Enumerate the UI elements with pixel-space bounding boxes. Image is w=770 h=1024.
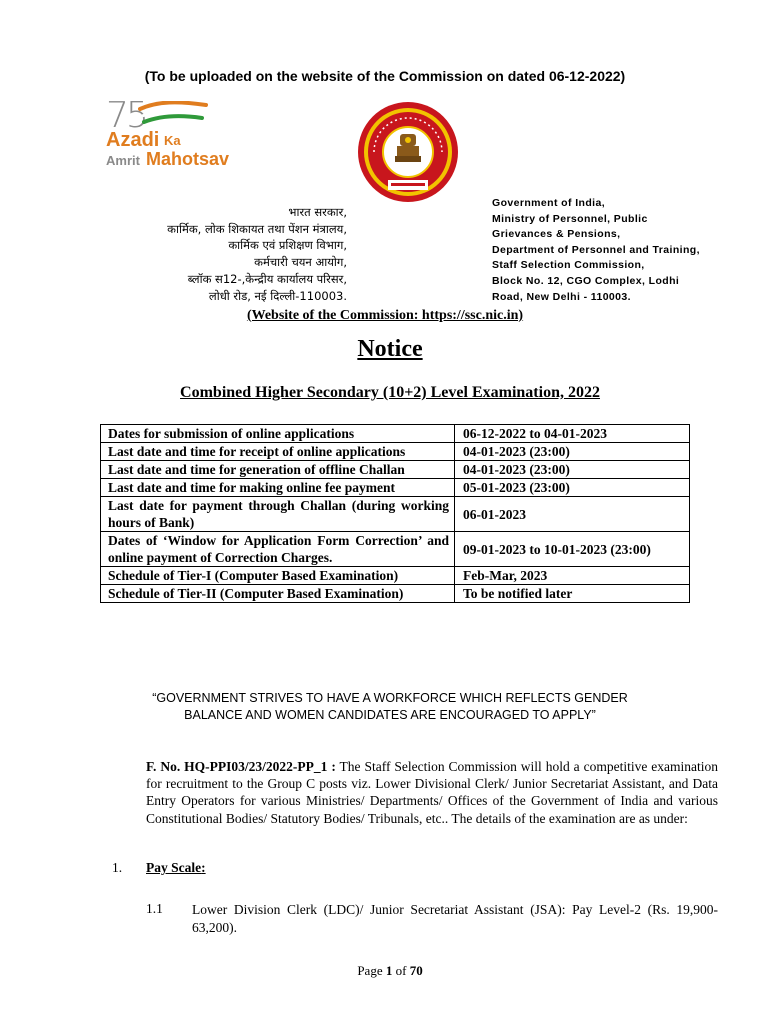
table-row <box>101 532 690 567</box>
slogan-line: BALANCE AND WOMEN CANDIDATES ARE ENCOURAGED TO APPLY” <box>184 707 596 722</box>
table-row <box>101 425 690 443</box>
hindi-address <box>100 204 347 304</box>
section-title <box>146 860 206 876</box>
section-title-colon: : <box>201 860 206 875</box>
row-label: Schedule of Tier-II (Computer Based Examination) <box>101 585 455 603</box>
subsection-number: 1.1 <box>146 901 163 916</box>
row-label: Last date and time for receipt of online applications <box>101 443 455 461</box>
intro-text: The Staff Selection Commission will hold a competitive examination for recruitment to the Group C posts viz. Lower Divisional Clerk/ Junior Secretariat Assistant, and Data Entry Operators for various Ministries/ Departments/ Offices of the Government of India and various Constitutional Bodies/ Statutory Bodies/ Tribunals, etc.. The details of the examination are as under: <box>146 759 718 826</box>
hindi-address-line: कार्मिक एवं प्रशिक्षण विभाग, <box>228 238 347 253</box>
intro-paragraph <box>146 758 718 827</box>
section-title-text: Pay Scale <box>146 860 202 875</box>
row-value: 06-12-2022 to 04-01-2023 <box>455 425 690 443</box>
logo-amrit-text: Amrit <box>106 153 140 168</box>
page-footer <box>0 963 770 979</box>
logo-mahotsav-text: Mahotsav <box>146 149 230 169</box>
table-row <box>101 479 690 497</box>
table-row <box>101 461 690 479</box>
subsection-text: Lower Division Clerk (LDC)/ Junior Secretariat Assistant (JSA): Pay Level-2 (Rs. 19,900-63,200). <box>192 902 718 935</box>
upload-note: (To be uploaded on the website of the Commission on dated 06-12-2022) <box>144 68 626 84</box>
footer-middle: of <box>392 963 410 978</box>
website-link[interactable]: (Website of the Commission: https://ssc.nic.in) <box>246 308 524 323</box>
exam-title: Combined Higher Secondary (10+2) Level Examination, 2022 <box>180 384 600 401</box>
important-dates-table <box>100 424 690 603</box>
row-value: 09-01-2023 to 10-01-2023 (23:00) <box>455 532 690 567</box>
table-row <box>101 567 690 585</box>
current-page: 1 <box>385 963 393 978</box>
row-value: Feb-Mar, 2023 <box>455 567 690 585</box>
english-address-line: Staff Selection Commission, <box>492 259 645 272</box>
row-label: Last date and time for generation of offline Challan <box>101 461 455 479</box>
row-label: Dates of ‘Window for Application Form Correction’ and online payment of Correction Charges. <box>101 532 455 567</box>
row-label: Last date and time for making online fee payment <box>101 479 455 497</box>
section-number: 1. <box>112 860 123 875</box>
english-address <box>492 196 752 305</box>
row-value: 04-01-2023 (23:00) <box>455 443 690 461</box>
slogan-line: “GOVERNMENT STRIVES TO HAVE A WORKFORCE WHICH REFLECTS GENDER <box>152 691 628 705</box>
logo-ka-text: Ka <box>164 133 181 148</box>
row-value: 06-01-2023 <box>455 497 690 532</box>
english-address-line: Road, New Delhi - 110003. <box>492 290 631 303</box>
gender-balance-slogan <box>0 690 770 723</box>
english-address-line: Ministry of Personnel, Public <box>492 212 648 225</box>
azadi-ka-amrit-mahotsav-logo <box>100 95 240 175</box>
commission-website <box>0 308 770 324</box>
hindi-address-line: कर्मचारी चयन आयोग, <box>254 255 347 270</box>
english-address-line: Grievances & Pensions, <box>492 228 621 241</box>
footer-prefix: Page <box>357 963 386 978</box>
table-row <box>101 585 690 603</box>
english-address-line: Block No. 12, CGO Complex, Lodhi <box>492 274 680 287</box>
hindi-address-line: ब्लॉक स12-,केन्द्रीय कार्यालय परिसर, <box>187 271 347 286</box>
row-value: 04-01-2023 (23:00) <box>455 461 690 479</box>
row-label: Schedule of Tier-I (Computer Based Examination) <box>101 567 455 585</box>
ssc-seal-icon <box>356 100 460 204</box>
total-pages: 70 <box>409 963 423 978</box>
tricolour-flag-icon <box>138 101 208 127</box>
table-row <box>101 497 690 532</box>
table-row <box>101 443 690 461</box>
english-address-line: Department of Personnel and Training, <box>492 243 700 256</box>
hindi-address-line: भारत सरकार, <box>288 205 347 219</box>
row-label: Dates for submission of online applications <box>101 425 455 443</box>
hindi-address-line: लोधी रोड, नई दिल्ली-110003. <box>208 288 347 303</box>
file-number: F. No. HQ-PPI03/23/2022-PP_1 : <box>146 759 336 774</box>
row-value: 05-01-2023 (23:00) <box>455 479 690 497</box>
english-address-line: Government of India, <box>492 197 606 209</box>
row-label: Last date for payment through Challan (during working hours of Bank) <box>101 497 455 532</box>
logo-number: 75 <box>106 95 146 136</box>
logo-azadi-text: Azadi <box>106 129 160 151</box>
row-value: To be notified later <box>455 585 690 603</box>
notice-heading: Notice <box>357 336 423 362</box>
hindi-address-line: कार्मिक, लोक शिकायत तथा पेंशन मंत्रालय, <box>167 221 347 236</box>
